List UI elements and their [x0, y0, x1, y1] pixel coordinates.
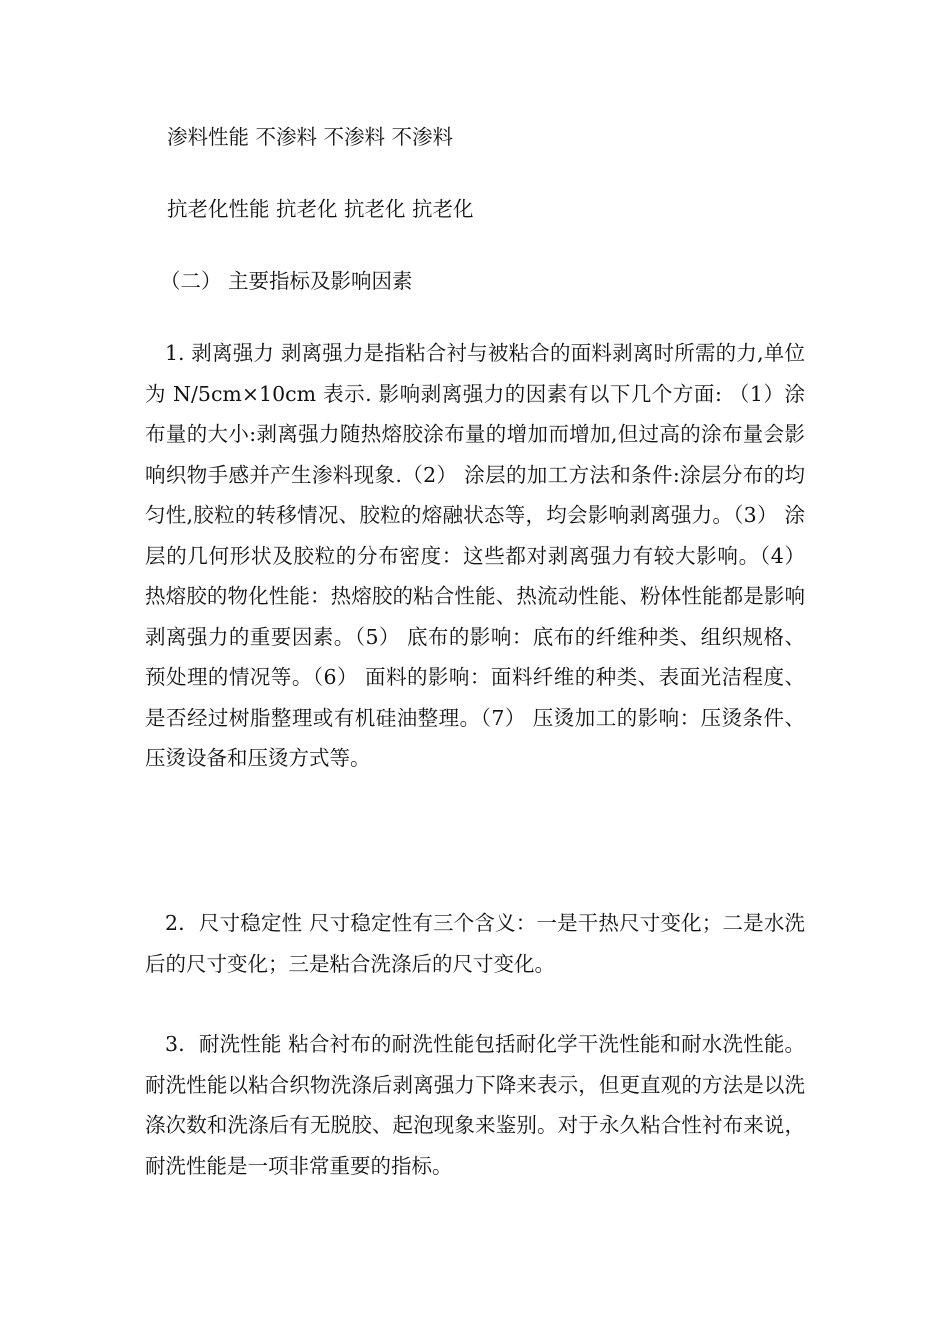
anti-aging-row: 抗老化性能 抗老化 抗老化 抗老化: [167, 197, 474, 221]
wash-resistance-paragraph: 3．耐洗性能 粘合衬布的耐洗性能包括耐化学干洗性能和耐水洗性能。耐洗性能以粘合织物洗涤后剥离强力下降来表示，但更直观的方法是以洗涤次数和洗涤后有无脱胶、起泡现象来鉴别。对于永久粘合性衬布来说，耐洗性能是一项非常重要的指标。: [145, 1032, 805, 1178]
peel-strength-paragraph: 1. 剥离强力 剥离强力是指粘合衬与被粘合的面料剥离时所需的力,单位为 N/5cm×10cm 表示. 影响剥离强力的因素有以下几个方面: （1）涂布量的大小:剥离强力随热熔胶涂布量的增加而增加,但过高的涂布量会影响织物手感并产生渗料现象.（2） 涂层的加工方法和条件:涂层分布的均匀性,胶粒的转移情况、胶粒的熔融状态等，均会影响剥离强力。（3） 涂层的几何形状及胶粒的分布密度：这些都对剥离强力有较大影响。（4） 热熔胶的物化性能：热熔胶的粘合性能、热流动性能、粉体性能都是影响剥离强力的重要因素。（5） 底布的影响：底布的纤维种类、组织规格、预处理的情况等。（6） 面料的影响：面料纤维的种类、表面光洁程度、是否经过树脂整理或有机硅油整理。（7） 压烫加工的影响：压烫条件、压烫设备和压烫方式等。: [145, 341, 805, 770]
dimensional-stability-paragraph: 2．尺寸稳定性 尺寸稳定性有三个含义：一是干热尺寸变化；二是水洗后的尺寸变化；三是粘合洗涤后的尺寸变化。: [145, 911, 805, 976]
penetration-row: 渗料性能 不渗料 不渗料 不渗料: [167, 125, 454, 149]
section-heading: （二） 主要指标及影响因素: [160, 269, 413, 293]
